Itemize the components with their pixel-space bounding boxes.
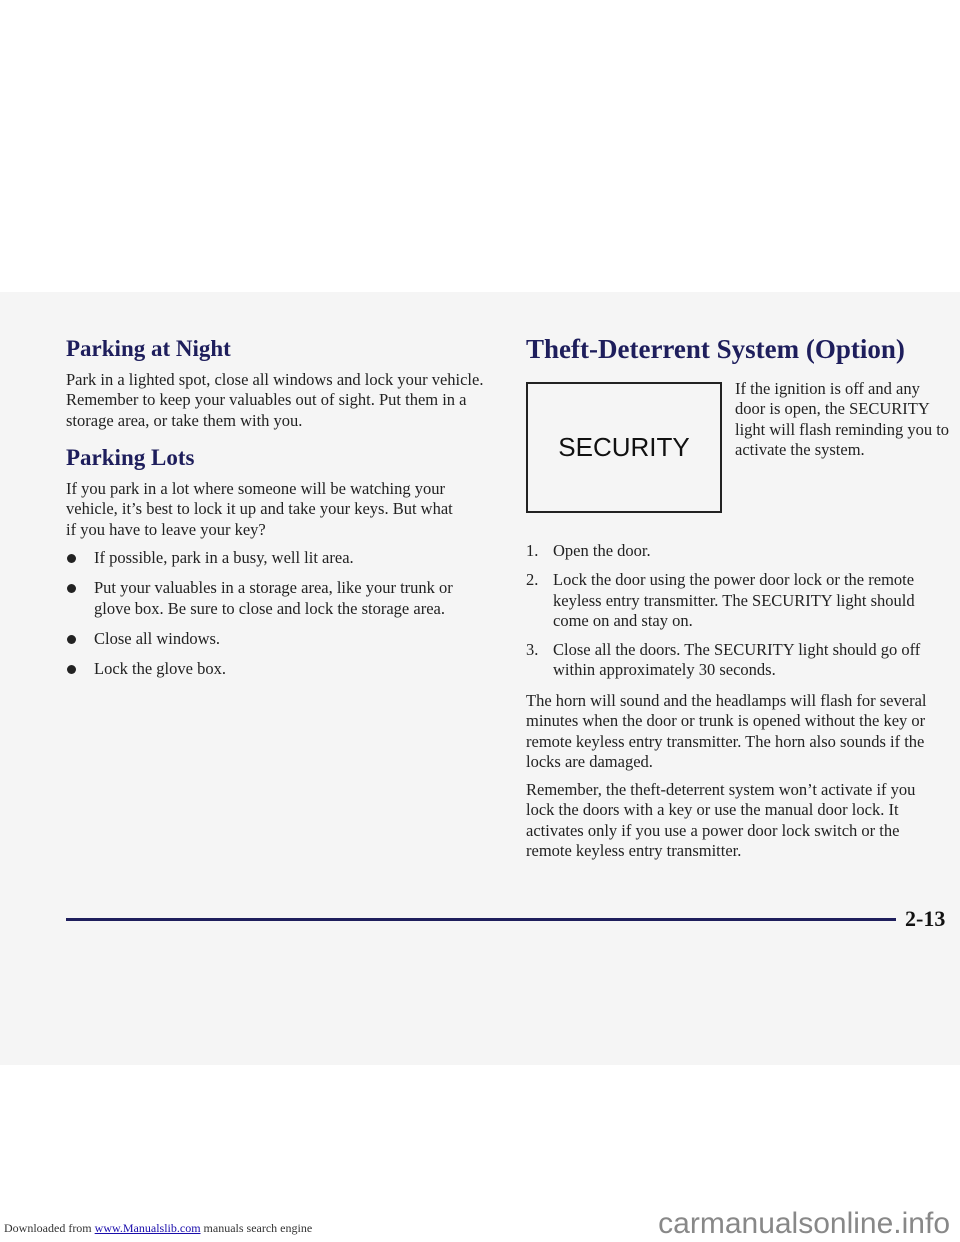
remember-paragraph: Remember, the theft-deterrent system won’t activate if you lock the doors with a key or use the manual door lock. It activates only if you use a power door lock switch or the remote keyless entry transmitter. xyxy=(526,780,916,860)
footer-suffix: manuals search engine xyxy=(203,1221,313,1235)
step-number: 2. xyxy=(526,570,539,590)
bullet-icon xyxy=(67,584,76,593)
parking-lots-paragraph: If you park in a lot where someone will be watching your vehicle, it’s best to lock it up and take your keys. But what if you have to leave your key? xyxy=(66,479,453,539)
bullet-text: Put your valuables in a storage area, like your trunk or glove box. Be sure to close and lock the storage area. xyxy=(94,578,453,618)
heading-theft-deterrent: Theft-Deterrent System (Option) xyxy=(526,334,905,364)
list-item xyxy=(526,570,951,631)
manualslib-link[interactable]: www.Manualslib.com xyxy=(94,1221,201,1235)
parking-night-paragraph: Park in a lighted spot, close all windows and lock your vehicle. Remember to keep your valuables out of sight. Put them in a storage area, or take them with you. xyxy=(66,370,484,430)
bullet-icon xyxy=(67,665,76,674)
step-text: Open the door. xyxy=(553,541,651,560)
list-item xyxy=(66,578,466,619)
step-number: 1. xyxy=(526,541,539,560)
list-item xyxy=(66,629,466,649)
security-label: SECURITY xyxy=(558,432,690,462)
step-number: 3. xyxy=(526,640,539,660)
step-text: Close all the doors. The SECURITY light should go off within approximately 30 seconds. xyxy=(553,640,921,680)
download-footer xyxy=(4,1221,312,1236)
bullet-text: Lock the glove box. xyxy=(94,659,226,679)
page-number: 2-13 xyxy=(905,906,946,931)
watermark: carmanualsonline.info xyxy=(658,1207,950,1240)
list-item xyxy=(526,541,951,561)
list-item xyxy=(66,548,466,568)
bullet-icon xyxy=(67,635,76,644)
security-light-illustration xyxy=(526,382,722,513)
heading-parking-lots: Parking Lots xyxy=(66,445,195,470)
steps-list xyxy=(526,541,951,690)
footer-prefix: Downloaded from xyxy=(4,1221,92,1235)
bullet-icon xyxy=(67,554,76,563)
list-item xyxy=(66,659,466,679)
footer-rule xyxy=(66,918,896,921)
security-intro: If the ignition is off and any door is open, the SECURITY light will flash reminding you to activate the system. xyxy=(735,379,950,459)
horn-paragraph: The horn will sound and the headlamps will flash for several minutes when the door or trunk is opened without the key or remote keyless entry transmitter. The horn also sounds if the locks are damaged. xyxy=(526,691,927,771)
tips-list xyxy=(66,548,466,689)
list-item xyxy=(526,640,951,681)
bullet-text: If possible, park in a busy, well lit area. xyxy=(94,548,354,567)
bullet-text: Close all windows. xyxy=(94,628,221,648)
step-text: Lock the door using the power door lock or the remote keyless entry transmitter. The SECURITY light should come on and stay on. xyxy=(553,570,915,630)
heading-parking-at-night: Parking at Night xyxy=(66,336,231,361)
